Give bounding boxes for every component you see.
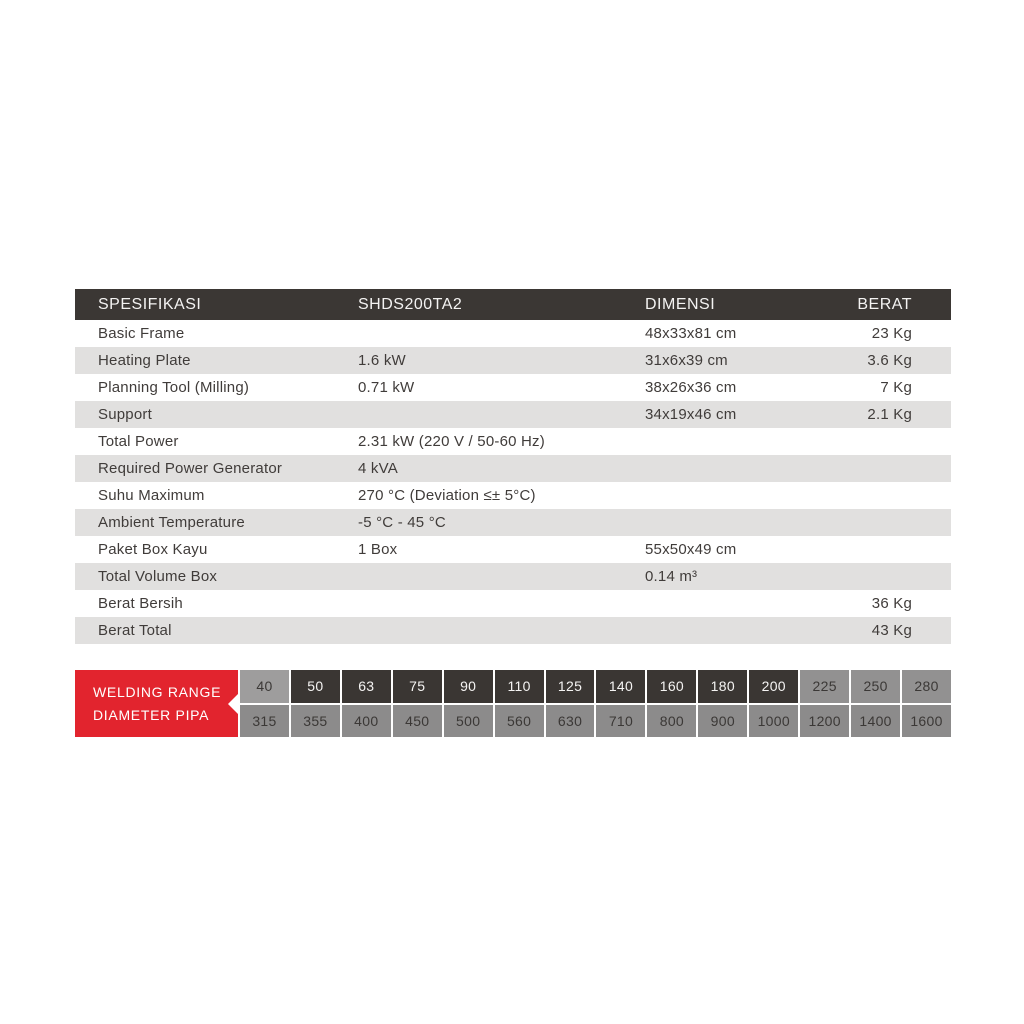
spec-cell-berat: 23 Kg <box>871 325 912 342</box>
spec-cell-berat: 43 Kg <box>871 622 912 639</box>
spec-table-row <box>75 509 951 536</box>
spec-cell-label: Basic Frame <box>98 325 185 342</box>
spec-cell-value: 4 kVA <box>358 460 398 477</box>
spec-cell-label: Suhu Maximum <box>98 487 205 504</box>
welding-diameter-bottom-cell: 1400 <box>851 705 900 738</box>
spec-table-row <box>75 320 951 347</box>
spec-cell-value: 270 °C (Deviation ≤± 5°C) <box>358 487 536 504</box>
spec-cell-dimensi: 38x26x36 cm <box>645 379 737 396</box>
spec-table-row <box>75 482 951 509</box>
label-arrow-notch-icon <box>228 694 238 714</box>
welding-diameter-bottom-cell: 355 <box>291 705 340 738</box>
spec-cell-value: 1 Box <box>358 541 398 558</box>
welding-diameter-bottom-cell: 710 <box>596 705 645 738</box>
spec-cell-label: Heating Plate <box>98 352 191 369</box>
spec-table-row <box>75 428 951 455</box>
welding-diameter-bottom-cell: 1000 <box>749 705 798 738</box>
spec-table-row <box>75 401 951 428</box>
header-spesifikasi: SPESIFIKASI <box>98 296 202 313</box>
spec-cell-dimensi: 55x50x49 cm <box>645 541 737 558</box>
spec-table-row <box>75 590 951 617</box>
welding-diameter-top-cell: 160 <box>647 670 696 703</box>
spec-cell-label: Total Power <box>98 433 179 450</box>
welding-diameter-top-cell: 180 <box>698 670 747 703</box>
spec-cell-label: Planning Tool (Milling) <box>98 379 250 396</box>
welding-diameter-bottom-cell: 500 <box>444 705 493 738</box>
spec-cell-value: -5 °C - 45 °C <box>358 514 446 531</box>
spec-cell-label: Ambient Temperature <box>98 514 245 531</box>
welding-diameter-top-cell: 225 <box>800 670 849 703</box>
welding-diameter-bottom-cell: 800 <box>647 705 696 738</box>
welding-range-grid <box>240 670 951 737</box>
spec-cell-dimensi: 31x6x39 cm <box>645 352 728 369</box>
welding-diameter-bottom-cell: 900 <box>698 705 747 738</box>
welding-diameter-top-cell: 90 <box>444 670 493 703</box>
spec-cell-label: Required Power Generator <box>98 460 283 477</box>
spec-table-body <box>75 320 951 644</box>
welding-diameter-top-cell: 50 <box>291 670 340 703</box>
spec-table-header-row <box>75 289 951 320</box>
welding-range-label-line1: WELDING RANGE <box>93 684 222 700</box>
spec-table-row <box>75 455 951 482</box>
header-dimensi: DIMENSI <box>645 296 716 313</box>
welding-diameter-top-cell: 250 <box>851 670 900 703</box>
welding-diameter-bottom-cell: 1200 <box>800 705 849 738</box>
welding-diameter-top-cell: 63 <box>342 670 391 703</box>
spec-cell-dimensi: 34x19x46 cm <box>645 406 737 423</box>
spec-cell-berat: 7 Kg <box>880 379 912 396</box>
welding-diameter-bottom-cell: 400 <box>342 705 391 738</box>
header-berat: BERAT <box>857 296 912 313</box>
welding-range-label-line2: DIAMETER PIPA <box>93 707 210 723</box>
spec-table-row <box>75 563 951 590</box>
welding-diameter-bottom-cell: 560 <box>495 705 544 738</box>
spec-cell-label: Berat Bersih <box>98 595 183 612</box>
spec-cell-label: Support <box>98 406 152 423</box>
welding-diameter-top-cell: 280 <box>902 670 951 703</box>
header-model: SHDS200TA2 <box>358 296 463 313</box>
spec-cell-dimensi: 0.14 m³ <box>645 568 698 585</box>
welding-diameter-bottom-cell: 315 <box>240 705 289 738</box>
welding-diameter-top-cell: 200 <box>749 670 798 703</box>
spec-cell-value: 1.6 kW <box>358 352 406 369</box>
spec-cell-berat: 36 Kg <box>871 595 912 612</box>
welding-diameter-top-cell: 75 <box>393 670 442 703</box>
welding-range-section <box>75 670 951 737</box>
spec-cell-label: Total Volume Box <box>98 568 218 585</box>
spec-cell-berat: 2.1 Kg <box>867 406 912 423</box>
spec-cell-berat: 3.6 Kg <box>867 352 912 369</box>
spec-cell-value: 0.71 kW <box>358 379 415 396</box>
spec-cell-dimensi: 48x33x81 cm <box>645 325 737 342</box>
spec-table-row <box>75 536 951 563</box>
welding-range-label <box>75 670 238 737</box>
welding-diameter-bottom-cell: 630 <box>546 705 595 738</box>
welding-diameter-bottom-cell: 450 <box>393 705 442 738</box>
spec-cell-label: Berat Total <box>98 622 172 639</box>
spec-table-row <box>75 617 951 644</box>
welding-diameter-top-cell: 125 <box>546 670 595 703</box>
welding-diameter-bottom-cell: 1600 <box>902 705 951 738</box>
spec-table-row <box>75 347 951 374</box>
spec-table <box>75 289 951 644</box>
spec-cell-value: 2.31 kW (220 V / 50-60 Hz) <box>358 433 545 450</box>
spec-table-row <box>75 374 951 401</box>
welding-diameter-top-cell: 40 <box>240 670 289 703</box>
welding-diameter-top-cell: 140 <box>596 670 645 703</box>
spec-cell-label: Paket Box Kayu <box>98 541 208 558</box>
welding-diameter-top-cell: 110 <box>495 670 544 703</box>
